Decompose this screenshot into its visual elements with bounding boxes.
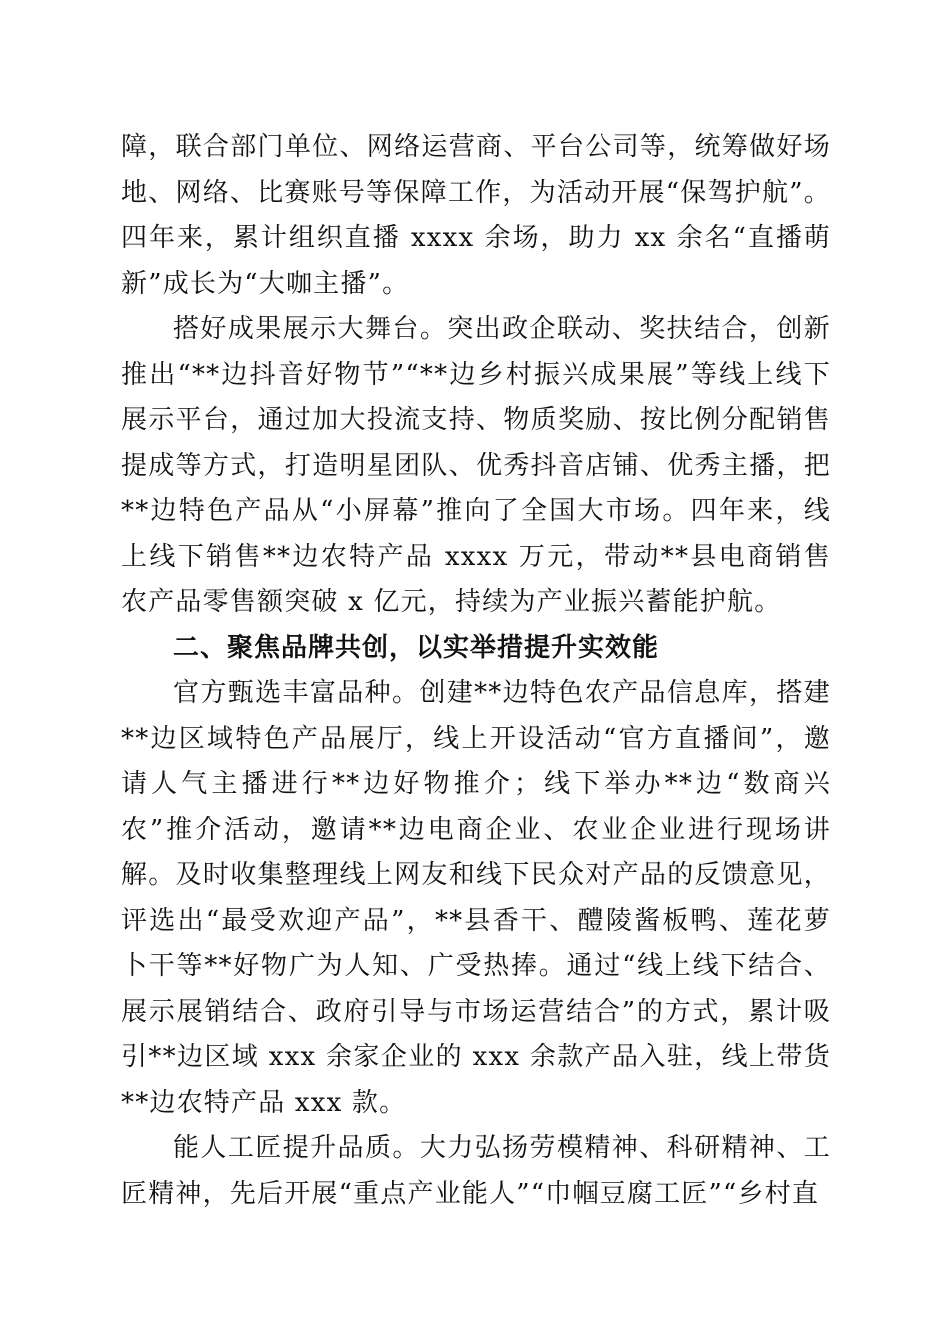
section-heading: 二、聚焦品牌共创，以实举措提升实效能	[173, 632, 660, 663]
paragraph-craftsmen-quality: 能人工匠提升品质。大力弘扬劳模精神、科研精神、工匠精神，先后开展“重点产业能人”“巾帼豆腐工匠”“乡村直	[121, 1133, 831, 1209]
paragraph-achievements-stage: 搭好成果展示大舞台。突出政企联动、奖扶结合，创新推出“**边抖音好物节”“**边乡村振兴成果展”等线上线下展示平台，通过加大投流支持、物质奖励、按比例分配销售提成等方式，打造明星团队、优秀抖音店铺、优秀主播，把**边特色产品从“小屏幕”推向了全国大市场。四年来，线上线下销售**边农特产品 xxxx 万元，带动**县电商销售农产品零售额突破 x 亿元，持续为产业振兴蓄能护航。	[121, 314, 831, 617]
paragraph-official-selection: 官方甄选丰富品种。创建**边特色农产品信息库，搭建**边区域特色产品展厅，线上开设活动“官方直播间”，邀请人气主播进行**边好物推介；线下举办**边“数商兴农”推介活动，邀请**边电商企业、农业企业进行现场讲解。及时收集整理线上网友和线下民众对产品的反馈意见，评选出“最受欢迎产品”，**县香干、醴陵酱板鸭、莲花萝卜干等**好物广为人知、广受热捧。通过“线上线下结合、展示展销结合、政府引导与市场运营结合”的方式，累计吸引**边区域 xxx 余家企业的 xxx 余款产品入驻，线上带货**边农特产品 xxx 款。	[121, 678, 831, 1118]
paragraph-continuation: 障，联合部门单位、网络运营商、平台公司等，统筹做好场地、网络、比赛账号等保障工作，为活动开展“保驾护航”。四年来，累计组织直播 xxxx 余场，助力 xx 余名“直播萌新”成长为“大咖主播”。	[121, 132, 831, 299]
document-body	[121, 125, 831, 1217]
